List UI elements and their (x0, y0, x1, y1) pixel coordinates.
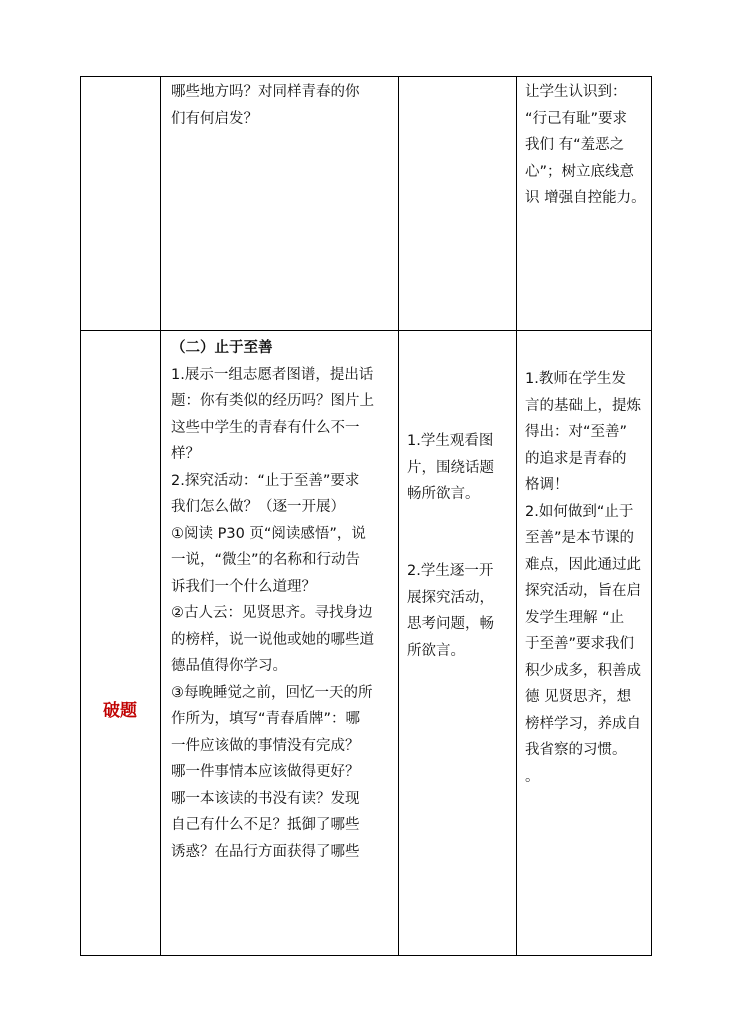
text-line: ①阅读 P30 页“阅读感悟”，说 (171, 525, 366, 542)
row2-student-activity-a (407, 428, 494, 508)
text-line: 2.学生逐一开 (407, 563, 494, 579)
text-line: “行己有耻”要求 (525, 110, 628, 127)
text-line: 作所为，填写“青春盾牌”：哪 (171, 711, 361, 727)
row2-student-activity-b (407, 558, 494, 664)
text-line: 诉我们一个什么道理？ (171, 578, 316, 595)
text-line: ②古人云：见贤思齐。寻找身边 (171, 605, 373, 621)
text-line: 积少成多，积善成 (525, 662, 641, 679)
text-line: 的榜样，说一说他或她的哪些道 (171, 631, 374, 648)
text-line: 们有何启发？ (171, 110, 258, 127)
text-line: 样？ (171, 446, 200, 462)
text-line: 我们怎么做？（逐一开展） (171, 499, 345, 515)
text-line: 榜样学习，养成自 (525, 715, 641, 732)
text-line: 难点，因此通过此 (525, 556, 641, 573)
row1-content-cell (171, 79, 360, 132)
text-line: 得出：对“至善” (525, 424, 628, 440)
text-line: 发学生理解 “止 (525, 609, 625, 626)
text-line: 的追求是青春的 (525, 450, 627, 467)
column-divider-3 (516, 76, 517, 956)
text-line: 心”；树立底线意 (525, 163, 635, 180)
lesson-plan-table (80, 76, 652, 956)
text-line: 这些中学生的青春有什么不一 (171, 419, 360, 436)
text-line: 1.学生观看图 (407, 433, 494, 449)
text-line: 一件应该做的事情没有完成？ (171, 737, 360, 754)
text-line: 2.如何做到“止于 (525, 503, 634, 520)
text-line: 至善”是本节课的 (525, 530, 635, 546)
text-line: 2.探究活动：“止于至善”要求 (171, 472, 360, 489)
text-line: 展探究活动， (407, 589, 494, 606)
table-border-right (651, 76, 652, 956)
text-line: 一说，“微尘”的名称和行动告 (171, 552, 361, 568)
section-label: 破题 (103, 701, 137, 721)
table-border-bottom (80, 955, 652, 956)
text-line: 1.展示一组志愿者图谱，提出话 (171, 366, 374, 383)
row1-intent-cell (525, 79, 646, 212)
text-line: 思考问题，畅 (407, 616, 494, 632)
table-border-top (80, 76, 652, 77)
section-heading: （二）止于至善 (171, 340, 273, 356)
text-line: 探究活动，旨在启 (525, 583, 641, 599)
text-line: 片，围绕话题 (407, 459, 494, 476)
column-divider-1 (160, 76, 161, 956)
text-line: 所欲言。 (407, 642, 465, 659)
text-line: 。 (525, 768, 540, 785)
text-line: 哪些地方吗？对同样青春的你 (171, 84, 360, 100)
text-line: ③每晚睡觉之前，回忆一天的所 (171, 684, 373, 701)
text-line: 我们 有“羞恶之 (525, 137, 625, 153)
text-line: 让学生认识到： (525, 84, 627, 100)
row2-intent-cell (525, 366, 641, 790)
text-line: 我省察的习惯。 (525, 742, 627, 758)
text-line: 题：你有类似的经历吗？图片上 (171, 393, 374, 409)
text-line: 哪一件事情本应该做得更好？ (171, 764, 360, 780)
text-line: 德品值得你学习。 (171, 658, 287, 674)
text-line: 格调！ (525, 477, 569, 493)
text-line: 自己有什么不足？抵御了哪些 (171, 817, 360, 833)
text-line: 诱惑？在品行方面获得了哪些 (171, 843, 360, 860)
text-line: 言的基础上，提炼 (525, 397, 641, 414)
text-line: 识 增强自控能力。 (525, 190, 646, 206)
column-divider-2 (398, 76, 399, 956)
row2-content-cell (171, 335, 374, 865)
text-line: 于至善”要求我们 (525, 636, 635, 652)
text-line: 哪一本该读的书没有读？发现 (171, 790, 360, 807)
text-line: 畅所欲言。 (407, 486, 480, 502)
text-line: 1.教师在学生发 (525, 371, 626, 387)
row-divider (80, 330, 652, 331)
text-line: 德 见贤思齐，想 (525, 689, 632, 705)
table-border-left (80, 76, 81, 956)
